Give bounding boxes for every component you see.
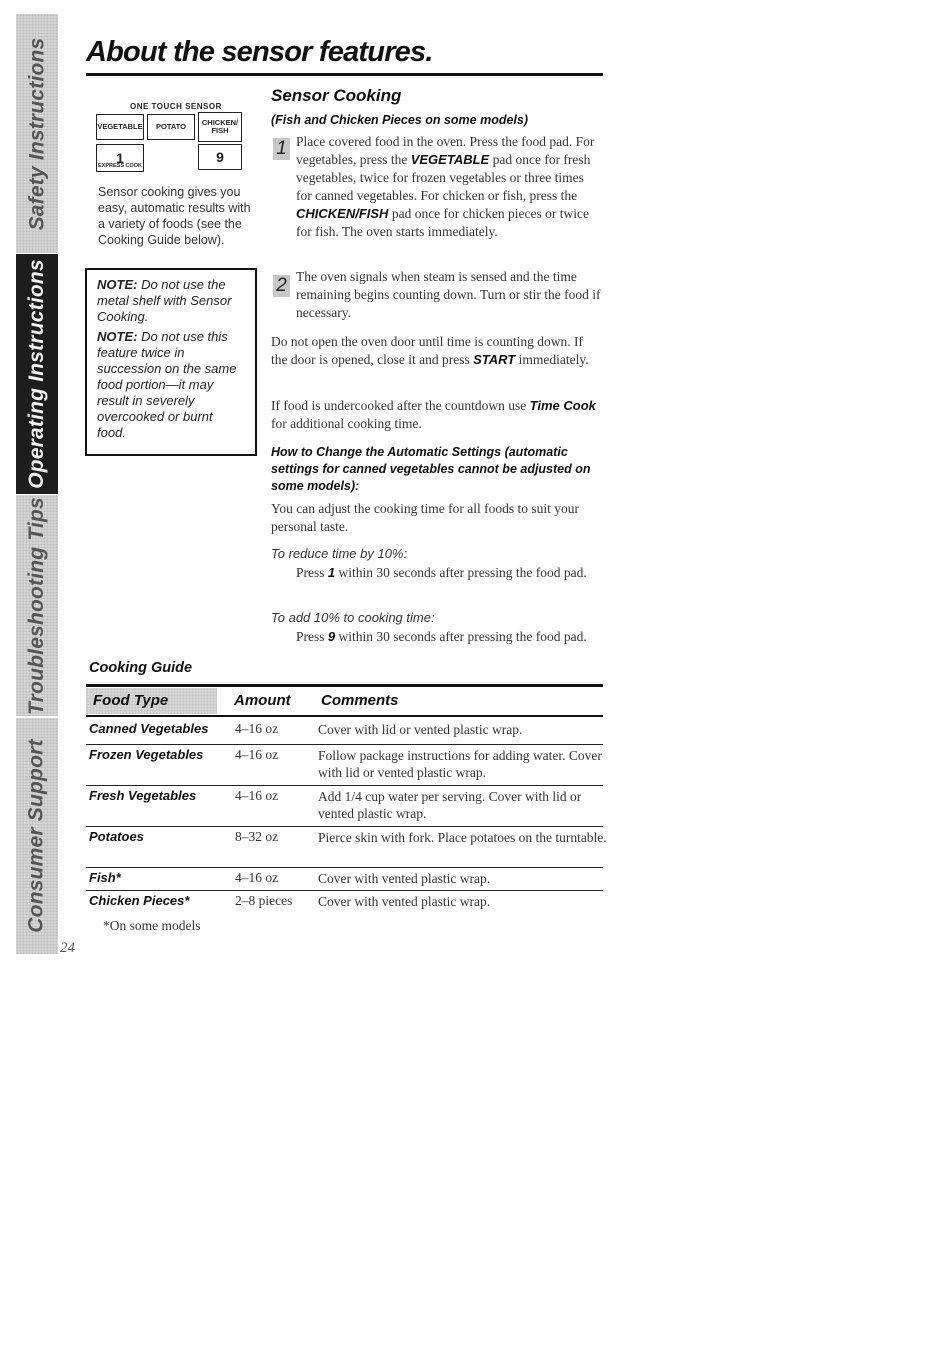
note-text: Do not use the metal shelf with Sensor Cooking. [97,277,232,324]
instruction-text: within 30 seconds after pressing the food pad. [335,629,587,644]
vegetable-keyword: VEGETABLE [410,152,490,167]
pad-number-9: 9 [216,149,224,165]
paragraph-text: If food is undercooked after the countdown use [271,398,530,413]
footnote: *On some models [103,918,201,933]
time-cook-keyword: Time Cook [529,398,596,413]
add-text [296,628,601,646]
food-type-cell: Fresh Vegetables [89,788,197,803]
undercooked-paragraph [271,397,601,433]
title-rule [86,73,603,76]
tab-label: Safety Instructions [25,37,48,230]
tab-safety-instructions[interactable] [16,14,58,253]
amount-cell: 4–16 oz [235,747,279,762]
food-type-cell: Chicken Pieces* [89,893,190,908]
note-1 [97,277,245,325]
comment-cell: Add 1/4 cup water per serving. Cover with lid or vented plastic wrap. [318,789,582,821]
table-row [86,745,603,786]
table-row [86,891,603,914]
vegetable-pad [96,114,144,140]
chicken-fish-keyword: CHICKEN/FISH [296,206,389,221]
howto-text: You can adjust the cooking time for all foods to suit your personal taste. [271,501,579,534]
potato-pad-label: POTATO [156,122,186,131]
food-type-cell: Frozen Vegetables [89,747,204,762]
table-row [86,719,603,745]
food-type-cell: Canned Vegetables [89,721,209,736]
number-9-pad [198,144,242,170]
table-row [86,868,603,891]
food-type-cell: Potatoes [89,829,144,844]
side-tabs [16,14,58,954]
food-type-cell: Fish* [89,870,121,885]
note-text: Do not use this feature twice in succession on the same food portion—it may result in severely overcooked or burnt food. [97,329,237,440]
paragraph-text: Do not open the oven door until time is counting down. If the door is opened, close it and press [271,334,583,367]
step-text: pad once for chicken pieces or twice for fish. The oven starts immediately. [296,206,589,239]
tab-operating-instructions[interactable] [16,254,58,494]
express-cook-label: EXPRESS COOK [98,163,143,169]
page-title: About the sensor features. [86,36,433,68]
reduce-label: To reduce time by 10%: [271,546,408,561]
key-1: 1 [327,565,336,580]
note-label: NOTE: [97,329,138,344]
tab-label: Consumer Support [25,739,48,933]
comment-cell: Cover with vented plastic wrap. [318,871,491,886]
howto-heading: How to Change the Automatic Settings (automatic settings for canned vegetables cannot be adjusted on some models): [271,445,591,493]
column-header-amount: Amount [234,692,291,709]
chicken-fish-pad [198,112,242,142]
cooking-guide-heading: Cooking Guide [89,660,193,676]
express-cook-1-pad [96,144,144,172]
amount-cell: 4–16 oz [235,788,279,803]
panel-header: ONE TOUCH SENSOR [130,102,222,111]
chicken-fish-pad-label: CHICKEN/ FISH [201,118,239,135]
pad-number-1: 1 [116,150,124,166]
step-text: pad once for fresh vegetables, twice for frozen vegetables or three times for canned vegetables. For chicken or fish, press the [296,152,591,203]
amount-cell: 4–16 oz [235,721,279,736]
comment-cell: Pierce skin with fork. Place potatoes on the turntable. [318,830,607,845]
tab-label: Troubleshooting Tips [25,496,49,715]
potato-pad [147,114,195,140]
step-text: Place covered food in the oven. Press the food pad. For vegetables, press the [296,134,595,167]
paragraph-text: for additional cooking time. [271,416,422,431]
step-2-text: The oven signals when steam is sensed and the time remaining begins counting down. Turn or stir the food if necessary. [296,269,601,320]
column-header-food: Food Type [86,688,217,714]
comment-cell: Cover with vented plastic wrap. [318,894,491,909]
note-box [85,268,257,456]
step-2-number: 2 [273,275,290,297]
step-1-number: 1 [273,138,290,160]
step-1-text [296,133,601,241]
page-number: 24 [60,940,75,956]
instruction-text: within 30 seconds after pressing the food pad. [335,565,587,580]
door-paragraph [271,333,601,369]
panel-caption: Sensor cooking gives you easy, automatic results with a variety of foods (see the Cooking Guide below). [98,185,251,247]
table-top-rule [86,684,603,687]
section-heading: Sensor Cooking [271,86,402,105]
instruction-text: Press [296,629,328,644]
tab-label: Operating Instructions [25,259,48,489]
instruction-text: Press [296,565,328,580]
paragraph-text: immediately. [515,352,589,367]
amount-cell: 2–8 pieces [235,893,293,908]
add-label: To add 10% to cooking time: [271,610,435,625]
comment-cell: Follow package instructions for adding water. Cover with lid or vented plastic wrap. [318,748,602,780]
comment-cell: Cover with lid or vented plastic wrap. [318,722,523,737]
table-row [86,786,603,827]
vegetable-pad-label: VEGETABLE [97,122,143,131]
reduce-text [296,564,601,582]
tab-troubleshooting-tips[interactable] [16,495,58,716]
key-9: 9 [327,629,336,644]
table-row [86,827,607,868]
start-keyword: START [473,352,516,367]
section-subheading: (Fish and Chicken Pieces on some models) [271,113,529,127]
table-header-rule [86,715,603,717]
amount-cell: 8–32 oz [235,829,279,844]
note-label: NOTE: [97,277,138,292]
column-header-comments: Comments [321,692,399,709]
amount-cell: 4–16 oz [235,870,279,885]
sensor-panel-illustration [92,92,262,252]
note-2 [97,329,245,441]
table-header [86,688,603,714]
tab-consumer-support[interactable] [16,718,58,954]
